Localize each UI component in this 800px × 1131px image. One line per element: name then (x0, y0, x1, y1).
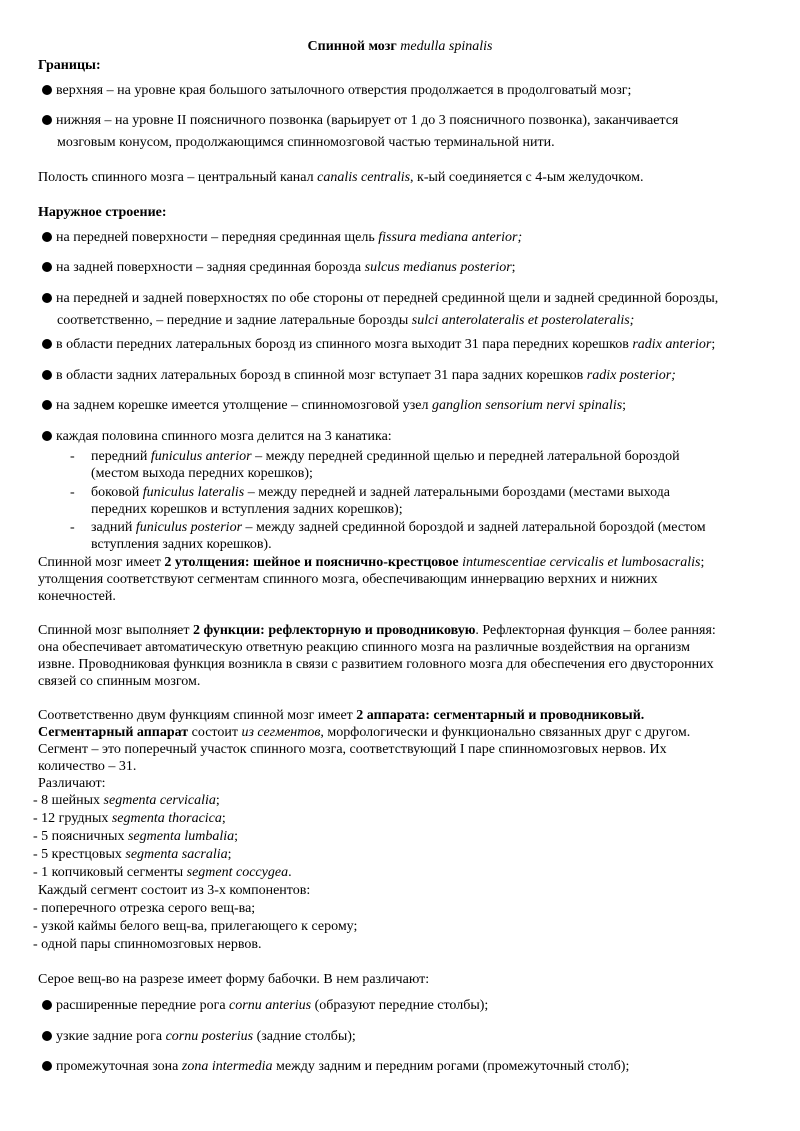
component-item: - поперечного отрезка серого вещ-ва; (33, 901, 256, 916)
bullet-icon (42, 1061, 52, 1071)
bullet-item: расширенные передние рога cornu anterius (образуют передние столбы); (42, 997, 488, 1014)
segment-item: - 5 поясничных segmenta lumbalia; (33, 829, 239, 844)
bullet-item: промежуточная зона zona intermedia между задним и передним рогами (промежуточный столб); (42, 1058, 629, 1075)
bullet-upper-border: верхняя – на уровне края большого затылочного отверстия продолжается в продолговатый мозг; (42, 82, 631, 99)
dash-marker: - (70, 449, 75, 464)
text-line: извне. Проводниковая функция возникла в связи с развитием головного мозга для обеспечения его двусторонних (38, 657, 714, 672)
text-line: Сегментарный аппарат состоит из сегментов, морфологически и функционально связанных друг с другом. (38, 725, 691, 740)
text-line: передних корешков и вступления задних корешков); (91, 502, 403, 517)
bullet-item: каждая половина спинного мозга делится на 3 канатика: (42, 428, 392, 445)
dash-marker: - (70, 485, 75, 500)
funiculus-anterior-item: передний funiculus anterior – между передней срединной щелью и передней латеральной бороздой (91, 449, 680, 464)
page-title: Спинной мозг medulla spinalis (307, 39, 493, 54)
component-item: - узкой каймы белого вещ-ва, прилегающего к серому; (33, 919, 358, 934)
components-heading: Каждый сегмент состоит из 3-х компонентов: (38, 883, 311, 898)
paragraph-functions: Спинной мозг выполняет 2 функции: рефлекторную и проводниковую. Рефлекторная функция – более ранняя: (38, 623, 716, 638)
text-line: вступления задних корешков). (91, 537, 272, 552)
text-line: соответственно, – передние и задние латеральные борозды sulci anterolateralis et posterolateralis; (57, 313, 635, 328)
bullet-icon (42, 400, 52, 410)
bullet-icon (42, 115, 52, 125)
bullet-item: на задней поверхности – задняя срединная борозда sulcus medianus posterior; (42, 259, 516, 276)
bullet-icon (42, 339, 52, 349)
segment-item: - 1 копчиковый сегменты segment coccygea. (33, 865, 292, 880)
paragraph-thickenings: Спинной мозг имеет 2 утолщения: шейное и пояснично-крестцовое intumescentiae cervicalis et lumbosacralis; (38, 555, 705, 570)
paragraph-apparatus: Соответственно двум функциям спинной мозг имеет 2 аппарата: сегментарный и проводниковый. (38, 708, 645, 723)
bullet-item: узкие задние рога cornu posterius (задние столбы); (42, 1028, 356, 1045)
bullet-icon (42, 262, 52, 272)
funiculus-posterior-item: задний funiculus posterior – между задней срединной бороздой и задней латеральной бороздой (местом (91, 520, 706, 535)
text-line: конечностей. (38, 589, 116, 604)
paragraph-gray-matter: Серое вещ-во на разрезе имеет форму бабочки. В нем различают: (38, 972, 430, 987)
segment-item: - 12 грудных segmenta thoracica; (33, 811, 226, 826)
bullet-item: на передней поверхности – передняя срединная щель fissura mediana anterior; (42, 229, 522, 246)
bullet-item: на передней и задней поверхностях по обе стороны от передней срединной щели и задней срединной борозды, (42, 290, 718, 307)
bullet-lower-border: нижняя – на уровне II поясничного позвонка (варьирует от 1 до 3 поясничного позвонка), заканчивается (42, 112, 678, 129)
bullet-icon (42, 85, 52, 95)
bullet-icon (42, 370, 52, 380)
text-line: мозговым конусом, продолжающимся спинномозговой частью терминальной нити. (57, 135, 555, 150)
segment-item: - 8 шейных segmenta cervicalia; (33, 793, 220, 808)
text-line: утолщения соответствуют сегментам спинного мозга, обеспечивающим иннервацию верхних и нижних (38, 572, 658, 587)
text-line: количество – 31. (38, 759, 137, 774)
bullet-item: в области задних латеральных борозд в спинной мозг вступает 31 пара задних корешков radix posterior; (42, 367, 676, 384)
bullet-icon (42, 1031, 52, 1041)
text-line: она обеспечивает автоматическую ответную реакцию спинного мозга на различные воздействия на организм (38, 640, 690, 655)
text-line: Сегмент – это поперечный участок спинного мозга, соответствующий I паре спинномозговых нервов. Их (38, 742, 667, 757)
bullet-icon (42, 1000, 52, 1010)
bullet-item: в области передних латеральных борозд из спинного мозга выходит 31 пара передних корешков radix anterior; (42, 336, 715, 353)
segment-item: - 5 крестцовых segmenta sacralia; (33, 847, 232, 862)
paragraph-cavity: Полость спинного мозга – центральный канал canalis centralis, к-ый соединяется с 4-ым желудочком. (38, 170, 644, 185)
bullet-icon (42, 431, 52, 441)
bullet-icon (42, 232, 52, 242)
bullet-icon (42, 293, 52, 303)
funiculus-lateralis-item: боковой funiculus lateralis – между передней и задней латеральными бороздами (местами выхода (91, 485, 671, 500)
text-line: (местом выхода передних корешков); (91, 466, 313, 481)
dash-marker: - (70, 520, 75, 535)
text-line: связей со спинным мозгом. (38, 674, 201, 689)
component-item: - одной пары спинномозговых нервов. (33, 937, 262, 952)
external-heading: Наружное строение: (38, 205, 167, 220)
text-line: Различают: (38, 776, 106, 791)
bullet-item: на заднем корешке имеется утолщение – спинномозговой узел ganglion sensorium nervi spinalis; (42, 397, 626, 414)
borders-heading: Границы: (38, 58, 101, 73)
